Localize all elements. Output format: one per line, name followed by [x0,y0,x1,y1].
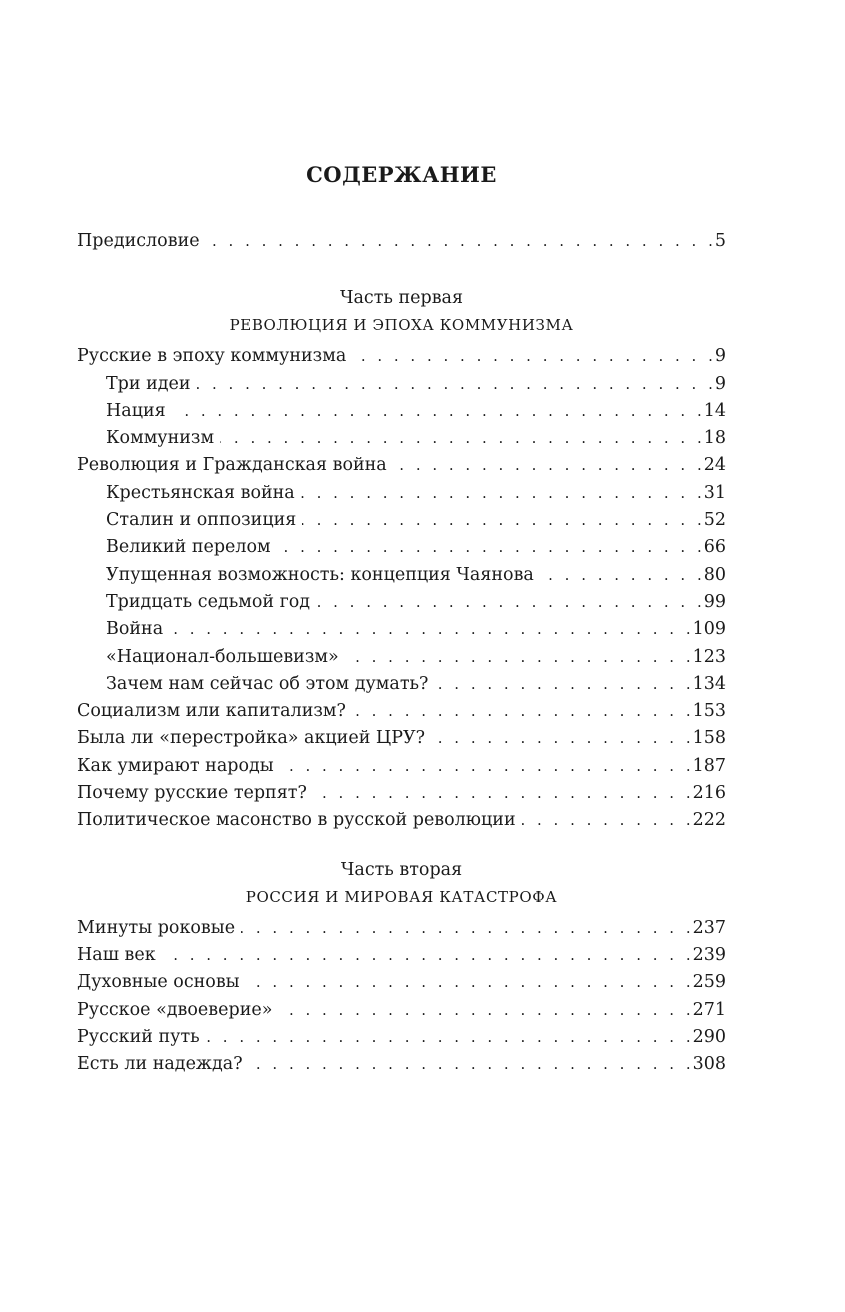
toc-entry-page: 290 [692,1026,726,1047]
dot-leader [522,807,691,834]
part-two-label: Часть вторая [340,859,463,880]
toc-entry[interactable] [77,398,726,425]
toc-entry-title: Социализм или капитализм? [77,701,346,722]
toc-entry-title: Была ли «перестройка» акцией ЦРУ? [77,728,425,749]
dot-leader [249,1051,691,1078]
toc-entry[interactable] [77,698,726,725]
toc-entry[interactable] [77,807,726,834]
toc-entry[interactable] [77,997,726,1024]
toc-entry-title: Русский путь [77,1026,200,1047]
part-one-name: РЕВОЛЮЦИЯ И ЭПОХА КОММУНИЗМА [229,316,574,335]
part-two-heading [77,857,726,911]
toc-entry[interactable] [77,534,726,561]
toc-entry[interactable] [77,562,726,589]
dot-leader [162,942,691,969]
toc-entry[interactable] [77,915,726,942]
dot-leader [169,616,690,643]
toc-entry[interactable] [77,942,726,969]
toc-entry-title: Предисловие [77,231,200,251]
toc-entry[interactable] [77,780,726,807]
toc-entry-title: Как умирают народы [77,755,274,776]
toc-entry[interactable] [77,1051,726,1078]
dot-leader [313,780,691,807]
toc-entry-page: 9 [714,346,726,367]
dot-leader [246,969,691,996]
toc-entry-page: 24 [703,455,726,476]
toc-entry[interactable] [77,725,726,752]
toc-entry-page: 153 [692,701,726,722]
dot-leader [352,698,691,725]
toc-entry-page: 5 [714,231,726,251]
toc-entry-page: 80 [703,564,726,585]
dot-leader [345,644,691,671]
dot-leader [393,452,702,479]
part-one-entries [77,343,726,834]
toc-entry-title: Нация [106,400,166,421]
toc-entry-page: 222 [692,810,726,831]
toc-entry-title: Русское «двоеверие» [77,999,273,1020]
toc-entry-title: Политическое масонство в русской революции [77,810,516,831]
dot-leader [241,915,691,942]
toc-entry-title: Крестьянская война [106,482,295,503]
toc-entry-title: Есть ли надежда? [77,1054,243,1075]
dot-leader [206,1024,691,1051]
dot-leader [220,425,702,452]
toc-entry-title: Тридцать седьмой год [106,591,311,612]
toc-entry-page: 9 [714,373,726,394]
toc-entry[interactable] [77,969,726,996]
toc-entry-page: 216 [692,783,726,804]
toc-entry-page: 271 [692,999,726,1020]
dot-leader [301,480,702,507]
toc-entry-page: 237 [692,917,726,938]
toc-entry[interactable] [77,425,726,452]
toc-entry-page: 99 [703,591,726,612]
toc-entry-page: 66 [703,537,726,558]
toc-entry-title: Коммунизм [106,428,215,449]
toc-entry-title: Великий перелом [106,537,271,558]
toc-entry-page: 187 [692,755,726,776]
toc-entry[interactable] [77,1024,726,1051]
toc-entry-page: 31 [703,482,726,503]
toc-entry-page: 109 [692,619,726,640]
dot-leader [316,589,702,616]
toc-entry[interactable] [77,671,726,698]
toc-entry[interactable] [77,644,726,671]
toc-entry-page: 259 [692,972,726,993]
dot-leader [206,228,713,255]
dot-leader [540,562,702,589]
toc-entry-title: Война [106,619,164,640]
page-title: СОДЕРЖАНИЕ [306,162,497,187]
toc-entry[interactable] [77,371,726,398]
toc-entry-page: 308 [692,1054,726,1075]
toc-entry-title: Сталин и оппозиция [106,510,297,531]
toc-entry[interactable] [77,452,726,479]
toc-entry-title: Революция и Гражданская война [77,455,387,476]
toc-entry-title: Минуты роковые [77,917,236,938]
toc-entry-title: Три идеи [106,373,191,394]
part-two-name: РОССИЯ И МИРОВАЯ КАТАСТРОФА [245,887,558,906]
dot-leader [280,753,691,780]
toc-entry[interactable] [77,507,726,534]
part-one-heading [77,285,726,339]
toc-entry-page: 134 [692,673,726,694]
toc-entry-title: Наш век [77,944,156,965]
toc-entry[interactable] [77,589,726,616]
toc-entry-title: Духовные основы [77,972,240,993]
dot-leader [278,997,690,1024]
toc-entry[interactable] [77,480,726,507]
toc-entry-page: 52 [703,510,726,531]
table-of-contents [77,228,726,1078]
toc-entry-page: 123 [692,646,726,667]
toc-entry[interactable] [77,343,726,370]
toc-entry-page: 14 [703,400,726,421]
toc-entry-page: 239 [692,944,726,965]
toc-entry-title: Русские в эпоху коммунизма [77,346,347,367]
toc-entry-preface[interactable] [77,228,726,255]
toc-entry-title: «Национал-большевизм» [106,646,339,667]
part-two-entries [77,915,726,1079]
dot-leader [431,725,691,752]
toc-entry-title: Почему русские терпят? [77,783,307,804]
part-one-label: Часть первая [339,288,464,309]
toc-entry[interactable] [77,616,726,643]
toc-entry-title: Зачем нам сейчас об этом думать? [106,673,429,694]
dot-leader [434,671,690,698]
dot-leader [277,534,702,561]
dot-leader [172,398,702,425]
dot-leader [197,371,713,398]
toc-entry-page: 18 [703,428,726,449]
dot-leader [302,507,701,534]
dot-leader [352,343,713,370]
toc-entry-title: Упущенная возможность: концепция Чаянова [106,564,534,585]
toc-entry-page: 158 [692,728,726,749]
toc-entry[interactable] [77,753,726,780]
